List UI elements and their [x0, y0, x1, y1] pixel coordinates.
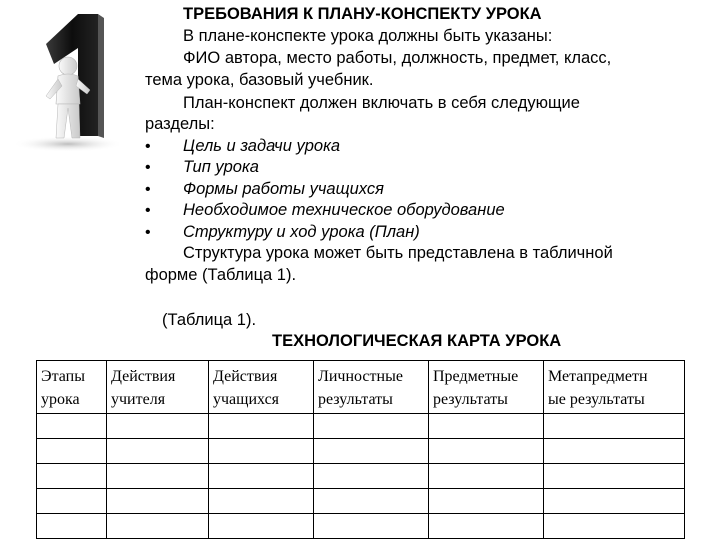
table-cell: [544, 514, 685, 539]
table-cell: [429, 489, 544, 514]
person-holding-number-one-icon: [2, 4, 136, 154]
sections-line-1: План-конспект должен включать в себя следующие: [183, 94, 580, 112]
table-cell: [544, 414, 685, 439]
table-cell: [544, 489, 685, 514]
structure-line-2: форме (Таблица 1).: [145, 266, 297, 284]
section-item: Цель и задачи урока: [183, 137, 341, 155]
intro-line-1: В плане-конспекте урока должны быть указаны:: [183, 27, 553, 45]
sections-line-2: разделы:: [145, 115, 215, 133]
table-cell: [209, 464, 314, 489]
table-cell: [314, 489, 429, 514]
table-header-row: [37, 361, 685, 414]
table-cell: [314, 439, 429, 464]
bullet-4: •: [145, 202, 151, 219]
table-cell: [107, 439, 209, 464]
section-item: Формы работы учащихся: [183, 180, 384, 198]
table-row: [37, 414, 685, 439]
intro-line-3: тема урока, базовый учебник.: [145, 71, 374, 89]
header-teacher-actions: Действия учителя: [107, 361, 209, 414]
table-cell: [107, 489, 209, 514]
table-cell: [429, 464, 544, 489]
table-row: [37, 439, 685, 464]
bullet-3: •: [145, 181, 151, 198]
table-reference: (Таблица 1).: [162, 311, 257, 329]
table-cell: [209, 439, 314, 464]
table-cell: [209, 414, 314, 439]
table-cell: [37, 489, 107, 514]
header-stages: Этапы урока: [37, 361, 107, 414]
section-item: Структуру и ход урока (План): [183, 223, 420, 241]
table-cell: [37, 439, 107, 464]
table-cell: [314, 464, 429, 489]
table-cell: [107, 464, 209, 489]
bullet-5: •: [145, 224, 151, 241]
table-cell: [544, 464, 685, 489]
header-subject-results: Предметные результаты: [429, 361, 544, 414]
table-cell: [314, 414, 429, 439]
section-item: Тип урока: [183, 158, 259, 176]
page-title: ТРЕБОВАНИЯ К ПЛАНУ-КОНСПЕКТУ УРОКА: [183, 5, 542, 23]
table-row: [37, 464, 685, 489]
section-item: Необходимое техническое оборудование: [183, 201, 505, 219]
table-cell: [37, 464, 107, 489]
table-cell: [107, 514, 209, 539]
intro-line-2: ФИО автора, место работы, должность, предмет, класс,: [183, 49, 612, 67]
table-cell: [314, 514, 429, 539]
structure-line-1: Структура урока может быть представлена в табличной: [183, 244, 613, 262]
header-student-actions: Действия учащихся: [209, 361, 314, 414]
table-row: [37, 514, 685, 539]
bullet-2: •: [145, 159, 151, 176]
table-cell: [107, 414, 209, 439]
bullet-1: •: [145, 138, 151, 155]
table-row: [37, 489, 685, 514]
table-cell: [429, 439, 544, 464]
table-cell: [37, 514, 107, 539]
header-personal-results: Личностные результаты: [314, 361, 429, 414]
table-cell: [429, 414, 544, 439]
table-title: ТЕХНОЛОГИЧЕСКАЯ КАРТА УРОКА: [272, 332, 562, 350]
table-cell: [544, 439, 685, 464]
technological-map-table: [36, 360, 685, 539]
table-cell: [429, 514, 544, 539]
table-cell: [37, 414, 107, 439]
table-cell: [209, 489, 314, 514]
header-metasubject-results: Метапредметн ые результаты: [544, 361, 685, 414]
table-cell: [209, 514, 314, 539]
